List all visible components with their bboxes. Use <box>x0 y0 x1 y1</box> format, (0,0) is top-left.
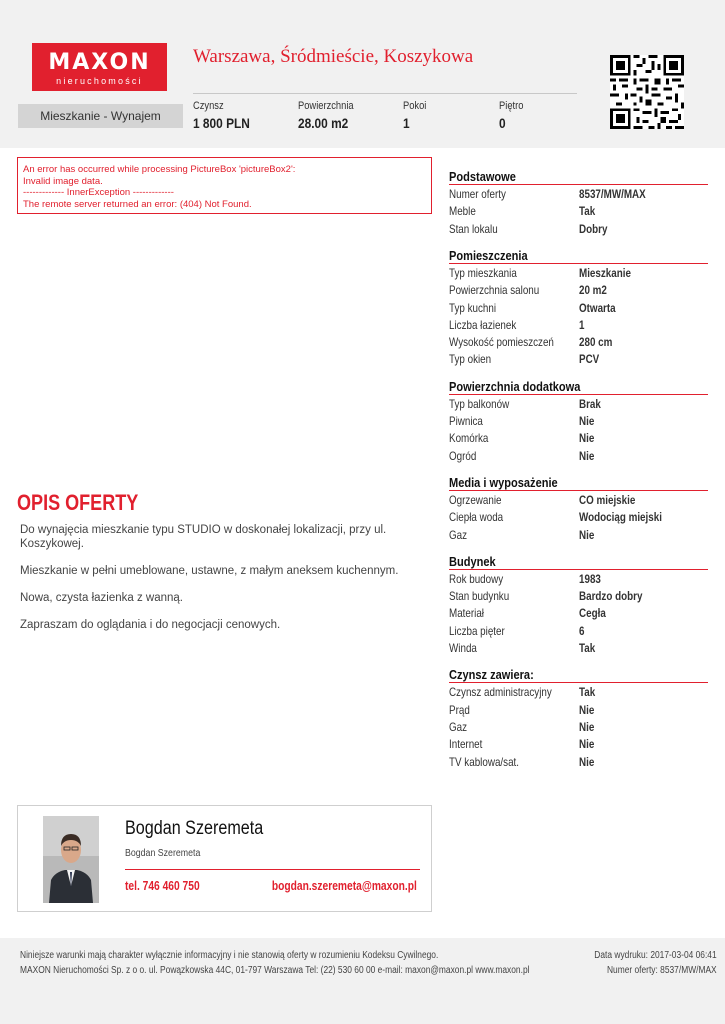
footer-disclaimer: Niniejsze warunki mają charakter wyłącznie informacyjny i nie stanowią oferty w rozumieniu Kodeksu Cywilnego. <box>20 950 439 961</box>
spec-value: Bardzo dobry <box>579 589 643 604</box>
spec-row <box>449 720 708 737</box>
spec-value: 1983 <box>579 571 601 586</box>
logo-subtitle: nieruchomości <box>56 76 143 86</box>
spec-label: TV kablowa/sat. <box>449 754 520 769</box>
description-paragraph: Mieszkanie w pełni umeblowane, ustawne, z małym aneksem kuchennym. <box>20 565 399 577</box>
spec-value: 8537/MW/MAX <box>579 187 646 201</box>
stat-value: 28.00 m2 <box>298 115 349 131</box>
spec-row <box>449 414 708 431</box>
qr-code-icon <box>610 55 684 129</box>
spec-value: Nie <box>579 414 595 428</box>
error-line: An error has occurred while processing PictureBox 'pictureBox2': <box>23 164 296 175</box>
spec-row <box>449 283 708 300</box>
spec-row <box>449 606 708 623</box>
spec-row <box>449 703 708 720</box>
spec-label: Meble <box>449 204 476 219</box>
agent-subtitle: Bogdan Szeremeta <box>125 848 201 859</box>
spec-row <box>449 641 708 658</box>
footer-info <box>20 948 529 978</box>
spec-row <box>449 449 708 466</box>
stat-rent <box>193 100 260 131</box>
stat-rooms <box>403 100 431 131</box>
spec-value: Nie <box>579 431 595 446</box>
section-divider <box>449 682 708 683</box>
spec-value: Nie <box>579 754 595 769</box>
spec-label: Winda <box>449 641 477 655</box>
offer-location: Warszawa, Śródmieście, Koszykowa <box>193 46 474 67</box>
description-title: OPIS OFERTY <box>17 490 139 515</box>
spec-row <box>449 755 708 772</box>
spec-row <box>449 572 708 589</box>
section-divider <box>449 490 708 491</box>
spec-value: Nie <box>579 702 595 717</box>
spec-row <box>449 335 708 352</box>
spec-label: Ogród <box>449 448 477 463</box>
spec-value: PCV <box>579 352 600 367</box>
spec-label: Powierzchnia salonu <box>449 283 540 298</box>
spec-value: Tak <box>579 641 596 655</box>
error-line: Invalid image data. <box>23 175 103 187</box>
spec-value: Nie <box>579 737 595 752</box>
stat-floor <box>499 100 528 131</box>
spec-value: 20 m2 <box>579 283 607 298</box>
spec-value: Nie <box>579 527 595 542</box>
spec-value: Nie <box>579 448 595 463</box>
maxon-logo <box>32 43 167 91</box>
spec-label: Prąd <box>449 702 470 717</box>
spec-label: Typ okien <box>449 352 492 367</box>
spec-label: Numer oferty <box>449 187 506 201</box>
spec-label: Liczba pięter <box>449 623 505 638</box>
spec-value: Mieszkanie <box>579 265 631 280</box>
section-divider <box>449 569 708 570</box>
section-divider <box>449 263 708 264</box>
section-title: Media i wyposażenie <box>449 474 558 490</box>
spec-row <box>449 301 708 318</box>
spec-value: CO miejskie <box>579 492 636 507</box>
footer-offer-number: Numer oferty: 8537/MW/MAX <box>607 965 717 976</box>
spec-value: Tak <box>579 685 596 700</box>
spec-row <box>449 510 708 527</box>
spec-label: Wysokość pomieszczeń <box>449 335 554 350</box>
spec-label: Internet <box>449 737 483 752</box>
spec-value: Brak <box>579 396 601 411</box>
spec-row <box>449 589 708 606</box>
spec-row <box>449 397 708 414</box>
spec-label: Typ kuchni <box>449 300 497 315</box>
description-body <box>20 523 410 645</box>
section-divider <box>449 394 708 395</box>
spec-row <box>449 528 708 545</box>
spec-row <box>449 187 708 204</box>
spec-row <box>449 204 708 221</box>
stat-value: 1 <box>403 115 410 131</box>
logo-brand: MAXON <box>48 50 151 75</box>
spec-value: Dobry <box>579 221 608 236</box>
spec-row <box>449 352 708 369</box>
spec-row <box>449 624 708 641</box>
spec-row <box>449 318 708 335</box>
spec-row <box>449 737 708 754</box>
spec-label: Czynsz administracyjny <box>449 685 552 700</box>
description-paragraph: Do wynajęcia mieszkanie typu STUDIO w doskonałej lokalizacji, przy ul. Koszykowej. <box>20 524 387 550</box>
section-title: Czynsz zawiera: <box>449 667 534 683</box>
error-line: The remote server returned an error: (404) Not Found. <box>23 198 252 210</box>
spec-value: 6 <box>579 623 585 638</box>
footer-print-date: Data wydruku: 2017-03-04 06:41 <box>594 950 717 961</box>
spec-label: Liczba łazienek <box>449 317 517 332</box>
spec-label: Komórka <box>449 431 489 446</box>
section-title: Pomieszczenia <box>449 247 528 263</box>
section-divider <box>449 184 708 185</box>
spec-label: Gaz <box>449 719 468 734</box>
stat-value: 0 <box>499 115 506 131</box>
agent-email-link[interactable]: bogdan.szeremeta@maxon.pl <box>272 879 417 893</box>
spec-value: Wodociąg miejski <box>579 510 662 525</box>
spec-label: Stan budynku <box>449 589 510 604</box>
description-paragraph: Zapraszam do oglądania i do negocjacji cenowych. <box>20 619 281 631</box>
spec-label: Ogrzewanie <box>449 492 502 507</box>
spec-label: Typ balkonów <box>449 396 510 411</box>
stat-label: Pokoi <box>403 100 427 112</box>
spec-value: Otwarta <box>579 300 616 315</box>
description-paragraph: Nowa, czysta łazienka z wanną. <box>20 592 183 604</box>
spec-label: Typ mieszkania <box>449 265 517 280</box>
stat-value: 1 800 PLN <box>193 115 250 131</box>
image-error-box <box>17 157 432 214</box>
spec-label: Gaz <box>449 527 468 542</box>
spec-label: Rok budowy <box>449 571 504 586</box>
stat-label: Czynsz <box>193 100 224 112</box>
agent-photo <box>43 816 99 903</box>
error-line: ------------- InnerException ------------- <box>23 187 174 198</box>
spec-label: Stan lokalu <box>449 221 498 236</box>
section-title: Budynek <box>449 553 496 569</box>
section-title: Podstawowe <box>449 169 516 184</box>
stat-area <box>298 100 363 131</box>
spec-row <box>449 685 708 702</box>
stat-label: Powierzchnia <box>298 100 354 112</box>
spec-label: Materiał <box>449 606 485 621</box>
spec-label: Piwnica <box>449 414 483 428</box>
spec-value: Nie <box>579 719 595 734</box>
agent-card <box>17 805 432 912</box>
spec-row <box>449 266 708 283</box>
spec-value: 1 <box>579 317 585 332</box>
agent-divider <box>125 869 420 870</box>
spec-label: Ciepła woda <box>449 510 504 525</box>
header-divider <box>193 93 577 94</box>
spec-row <box>449 222 708 239</box>
spec-value: 280 cm <box>579 335 613 350</box>
offer-type-badge: Mieszkanie - Wynajem <box>18 104 183 128</box>
section-title: Powierzchnia dodatkowa <box>449 378 581 394</box>
footer <box>0 938 725 1024</box>
header-band <box>0 0 725 148</box>
footer-meta <box>595 948 717 978</box>
spec-value: Cegła <box>579 606 606 621</box>
spec-row <box>449 493 708 510</box>
stat-label: Piętro <box>499 100 524 112</box>
spec-row <box>449 431 708 448</box>
agent-name: Bogdan Szeremeta <box>125 818 264 839</box>
spec-value: Tak <box>579 204 596 219</box>
footer-company: MAXON Nieruchomości Sp. z o o. ul. Powązkowska 44C, 01-797 Warszawa Tel: (22) 530 60 00 e-mail: maxon@maxon.pl www.maxon.pl <box>20 965 530 976</box>
agent-phone-link[interactable]: tel. 746 460 750 <box>125 879 200 893</box>
